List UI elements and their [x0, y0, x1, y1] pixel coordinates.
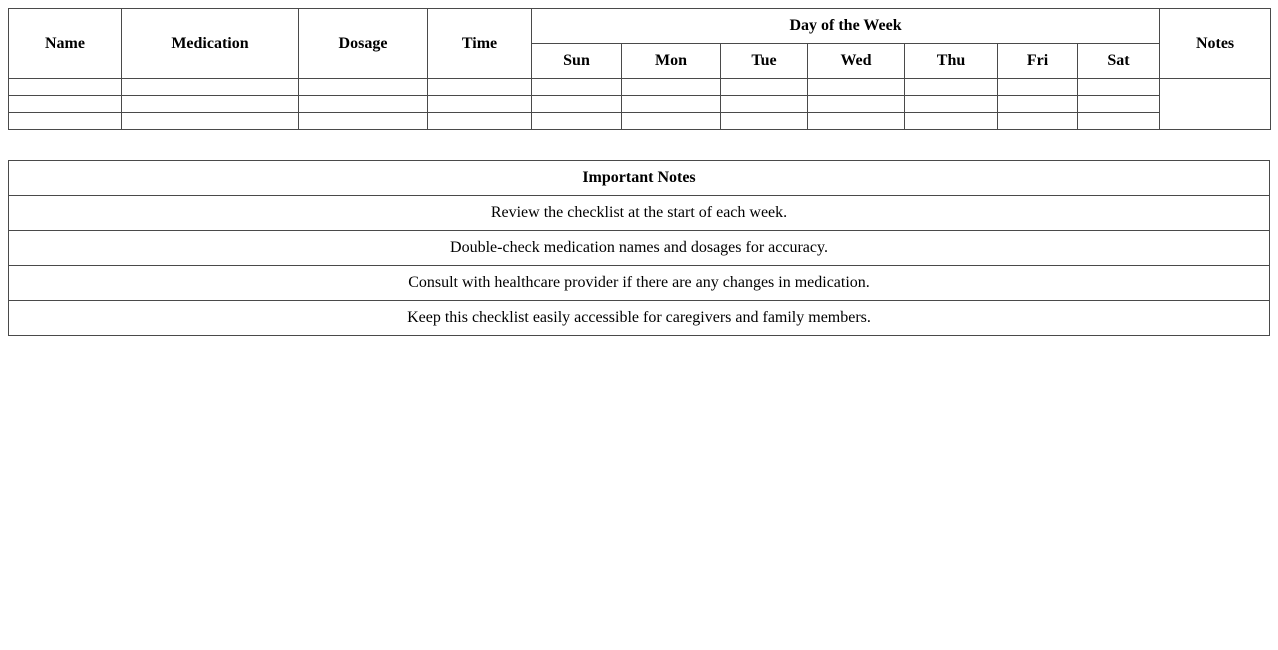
note-item: Consult with healthcare provider if there are any changes in medication. [9, 266, 1270, 301]
cell-notes[interactable] [1160, 79, 1271, 130]
cell-day-sat[interactable] [1078, 96, 1160, 113]
cell-day-fri[interactable] [998, 96, 1078, 113]
cell-day-wed[interactable] [808, 96, 905, 113]
cell-day-mon[interactable] [622, 113, 721, 130]
header-day-sun: Sun [532, 44, 622, 79]
cell-day-mon[interactable] [622, 79, 721, 96]
header-day-fri: Fri [998, 44, 1078, 79]
cell-day-fri[interactable] [998, 113, 1078, 130]
cell-name[interactable] [9, 113, 122, 130]
cell-medication[interactable] [122, 96, 299, 113]
header-day-thu: Thu [905, 44, 998, 79]
cell-time[interactable] [428, 79, 532, 96]
header-day-of-week: Day of the Week [532, 9, 1160, 44]
table-row [9, 96, 1271, 113]
header-day-wed: Wed [808, 44, 905, 79]
cell-day-sat[interactable] [1078, 113, 1160, 130]
header-day-mon: Mon [622, 44, 721, 79]
list-item [9, 231, 1270, 266]
header-day-sat: Sat [1078, 44, 1160, 79]
cell-day-thu[interactable] [905, 96, 998, 113]
list-item [9, 196, 1270, 231]
note-item: Keep this checklist easily accessible for caregivers and family members. [9, 301, 1270, 336]
cell-day-sun[interactable] [532, 113, 622, 130]
note-item: Double-check medication names and dosages for accuracy. [9, 231, 1270, 266]
cell-day-wed[interactable] [808, 79, 905, 96]
list-item [9, 301, 1270, 336]
header-dosage: Dosage [299, 9, 428, 79]
cell-name[interactable] [9, 79, 122, 96]
cell-day-thu[interactable] [905, 79, 998, 96]
table-row [9, 113, 1271, 130]
header-medication: Medication [122, 9, 299, 79]
table-row [9, 79, 1271, 96]
important-notes-title: Important Notes [9, 161, 1270, 196]
cell-day-tue[interactable] [721, 96, 808, 113]
medication-checklist-table [8, 8, 1271, 130]
cell-dosage[interactable] [299, 113, 428, 130]
cell-day-fri[interactable] [998, 79, 1078, 96]
header-notes: Notes [1160, 9, 1271, 79]
cell-dosage[interactable] [299, 79, 428, 96]
cell-day-sat[interactable] [1078, 79, 1160, 96]
cell-day-tue[interactable] [721, 79, 808, 96]
cell-medication[interactable] [122, 79, 299, 96]
cell-medication[interactable] [122, 113, 299, 130]
cell-time[interactable] [428, 96, 532, 113]
cell-day-tue[interactable] [721, 113, 808, 130]
list-item [9, 266, 1270, 301]
cell-time[interactable] [428, 113, 532, 130]
header-time: Time [428, 9, 532, 79]
note-item: Review the checklist at the start of each week. [9, 196, 1270, 231]
header-name: Name [9, 9, 122, 79]
cell-day-sun[interactable] [532, 96, 622, 113]
notes-header-row [9, 161, 1270, 196]
important-notes-table [8, 160, 1270, 336]
cell-day-mon[interactable] [622, 96, 721, 113]
cell-day-sun[interactable] [532, 79, 622, 96]
cell-day-thu[interactable] [905, 113, 998, 130]
cell-day-wed[interactable] [808, 113, 905, 130]
header-row-top [9, 9, 1271, 44]
header-day-tue: Tue [721, 44, 808, 79]
cell-name[interactable] [9, 96, 122, 113]
cell-dosage[interactable] [299, 96, 428, 113]
